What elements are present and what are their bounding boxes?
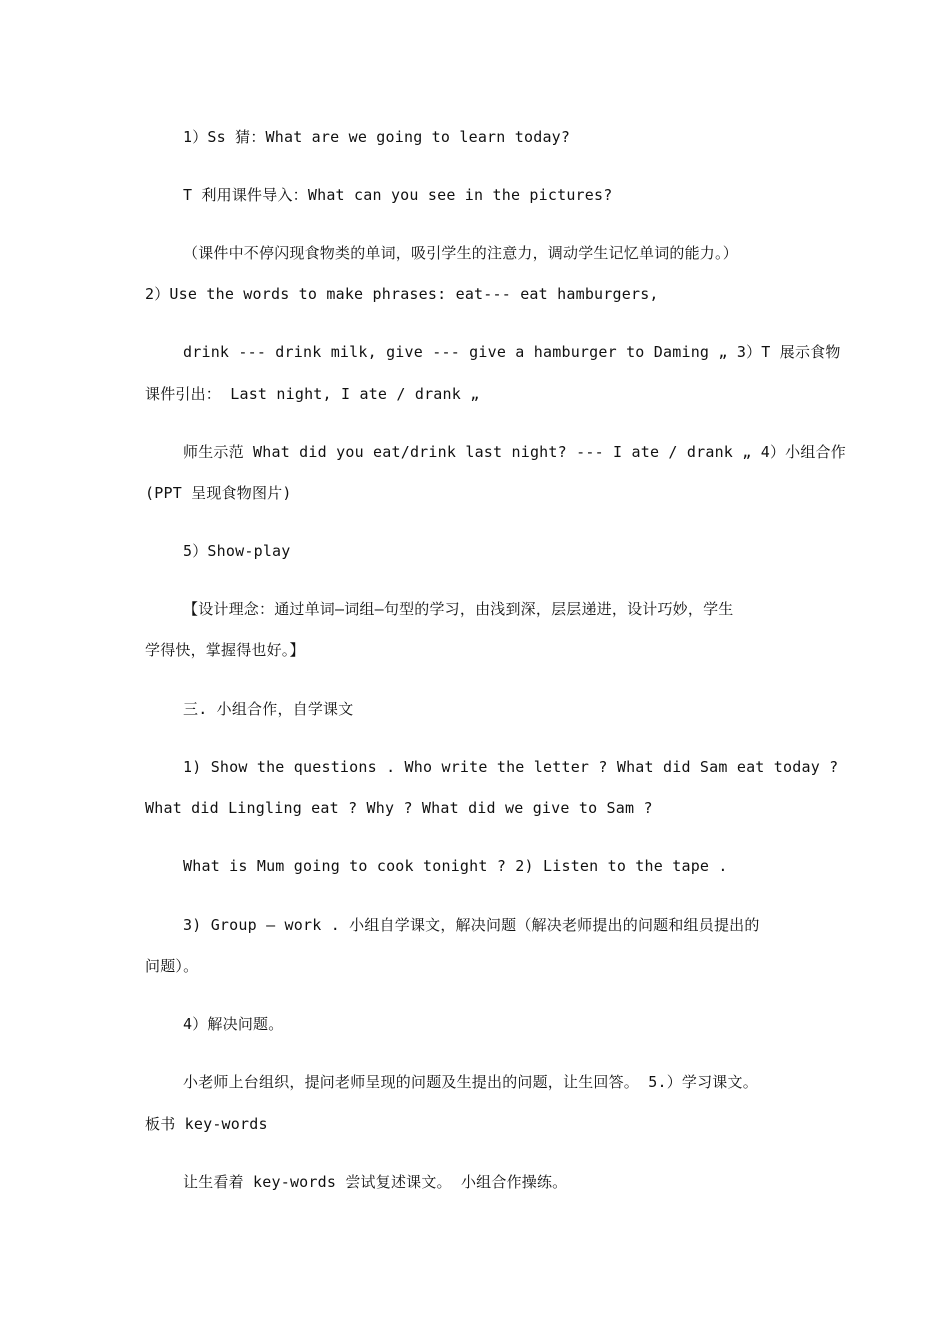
text-line: 4）解决问题。 [183, 1015, 284, 1033]
text-line: 3) Group – work . 小组自学课文，解决问题（解决老师提出的问题和组员提出的 [183, 916, 760, 934]
text-line: 板书 key-words [145, 1115, 268, 1133]
text-line: （课件中不停闪现食物类的单词，吸引学生的注意力，调动学生记忆单词的能力。） [183, 244, 738, 262]
text-line: 课件引出： Last night, I ate / drank „ [145, 385, 480, 403]
text-line: 5）Show-play [183, 542, 291, 560]
text-line: What is Mum going to cook tonight ? 2) Listen to the tape . [183, 857, 728, 875]
text-line: (PPT 呈现食物图片) [145, 484, 292, 502]
text-line: 学得快，掌握得也好。】 [145, 641, 305, 659]
text-line: 让生看着 key-words 尝试复述课文。 小组合作操练。 [183, 1173, 568, 1191]
text-line: T 利用课件导入：What can you see in the pictures? [183, 186, 613, 204]
text-line: 【设计理念：通过单词—词组—句型的学习，由浅到深，层层递进，设计巧妙，学生 [183, 600, 734, 618]
text-line: 1) Show the questions . Who write the letter ? What did Sam eat today ? [183, 758, 839, 776]
text-line: 1）Ss 猜：What are we going to learn today? [183, 128, 571, 146]
text-line: 2）Use the words to make phrases: eat--- eat hamburgers, [145, 285, 659, 303]
text-line: 小老师上台组织，提问老师呈现的问题及生提出的问题，让生回答。 5.）学习课文。 [183, 1073, 758, 1091]
text-line: 问题）。 [145, 957, 199, 975]
text-line: drink --- drink milk, give --- give a hamburger to Daming „ 3）T 展示食物 [183, 343, 841, 361]
text-line: What did Lingling eat ? Why ? What did we give to Sam ? [145, 799, 653, 817]
text-line: 师生示范 What did you eat/drink last night? --- I ate / drank „ 4）小组合作 [183, 443, 846, 461]
section-heading: 三. 小组合作，自学课文 [183, 700, 354, 718]
